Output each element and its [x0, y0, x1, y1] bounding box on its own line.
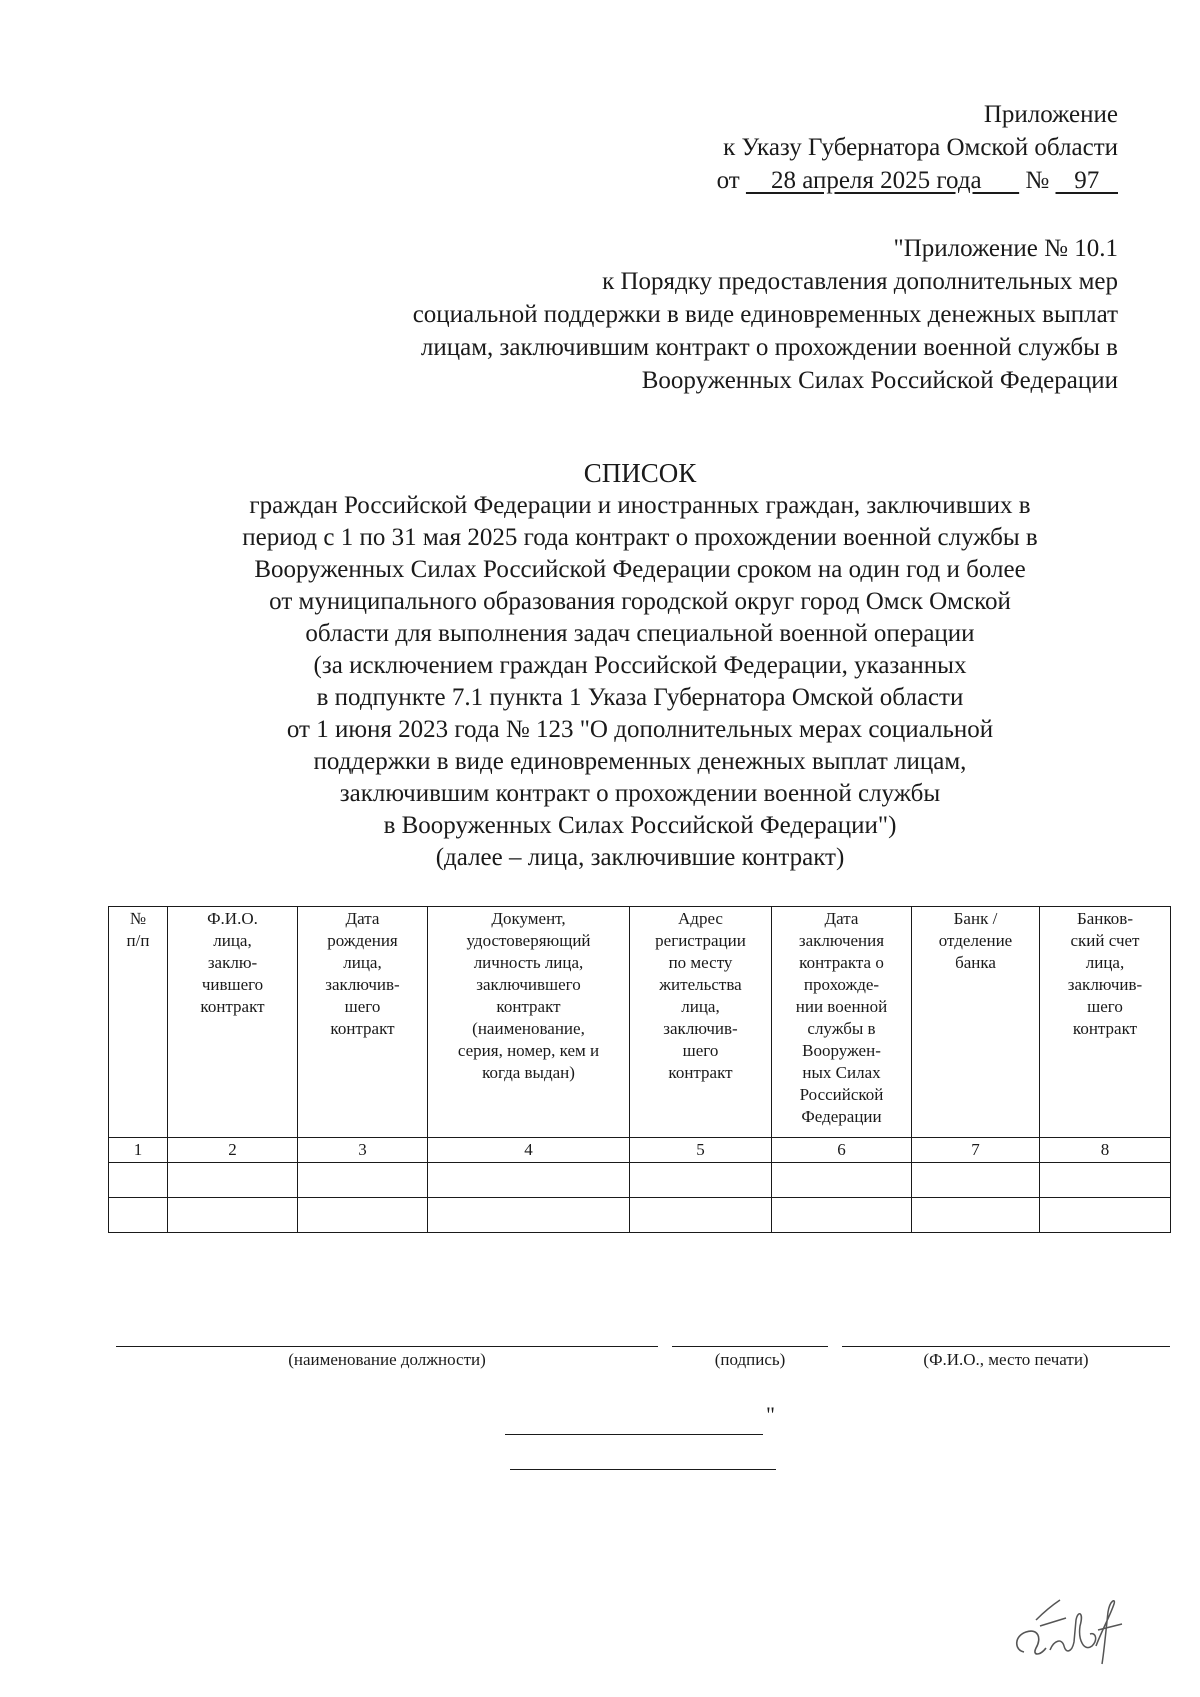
appendix-header — [717, 98, 1118, 197]
column-number: 3 — [298, 1138, 428, 1163]
table-cell — [428, 1198, 630, 1233]
column-header: № п/п — [109, 907, 168, 1138]
table-cell — [168, 1163, 298, 1198]
table-row — [109, 1163, 1171, 1198]
list-description-line: (за исключением граждан Российской Федерации, указанных — [313, 652, 967, 679]
sub-appendix-line: социальной поддержки в виде единовременных денежных выплат — [412, 301, 1118, 328]
list-description-line: от муниципального образования городской округ город Омск Омской — [269, 588, 1011, 615]
signature-label: (подпись) — [714, 1350, 786, 1369]
position-label: (наименование должности) — [288, 1350, 486, 1369]
table-cell — [772, 1163, 912, 1198]
sub-appendix-line: лицам, заключившим контракт о прохождении военной службы в — [420, 334, 1118, 361]
register-table — [108, 906, 1171, 1233]
table-cell — [630, 1163, 772, 1198]
closing-quote: " — [766, 1402, 775, 1427]
table-cell — [109, 1198, 168, 1233]
list-description-line: период с 1 по 31 мая 2025 года контракт о прохождении военной службы в — [242, 524, 1038, 551]
decree-number: 97 — [1055, 167, 1118, 194]
list-description-line: граждан Российской Федерации и иностранных граждан, заключивших в — [249, 492, 1031, 519]
list-description-line: в подпункте 7.1 пункта 1 Указа Губернатора Омской области — [316, 684, 964, 711]
sub-appendix-line: Вооруженных Силах Российской Федерации — [641, 367, 1118, 394]
column-header: Дата рождения лица, заключив- шего контракт — [298, 907, 428, 1138]
table-cell — [772, 1198, 912, 1233]
approval-line — [505, 1434, 763, 1435]
list-heading — [110, 456, 1170, 874]
date-prefix: от — [716, 167, 740, 194]
signature-line — [672, 1346, 828, 1347]
sub-appendix-title: "Приложение № 10.1 — [893, 235, 1118, 262]
column-header: Ф.И.О. лица, заклю- чившего контракт — [168, 907, 298, 1138]
table-cell — [168, 1198, 298, 1233]
list-description-line: в Вооруженных Силах Российской Федерации") — [383, 812, 897, 839]
column-header: Банков- ский счет лица, заключив- шего контракт — [1040, 907, 1171, 1138]
table-cell — [428, 1163, 630, 1198]
decree-date: 28 апреля 2025 года — [745, 167, 1020, 194]
table-row — [109, 1198, 1171, 1233]
sub-appendix-header — [258, 232, 1118, 397]
appendix-title: Приложение — [983, 101, 1118, 128]
table-cell — [1040, 1198, 1171, 1233]
table-cell — [109, 1163, 168, 1198]
column-number-row — [109, 1138, 1171, 1163]
list-description-line: Вооруженных Силах Российской Федерации сроком на один год и более — [254, 556, 1026, 583]
name-signature-line — [842, 1346, 1170, 1347]
appendix-date-line — [717, 164, 1118, 197]
table-cell — [1040, 1163, 1171, 1198]
number-prefix: № — [1025, 167, 1050, 194]
name-label: (Ф.И.О., место печати) — [923, 1350, 1089, 1369]
list-description-line: (далее – лица, заключившие контракт) — [435, 844, 845, 871]
list-title: СПИСОК — [583, 458, 697, 488]
list-description-line: от 1 июня 2023 года № 123 "О дополнительных мерах социальной — [286, 716, 994, 743]
appendix-decree: к Указу Губернатора Омской области — [723, 134, 1118, 161]
column-number: 1 — [109, 1138, 168, 1163]
approval-line — [510, 1469, 776, 1470]
list-description-line: поддержки в виде единовременных денежных выплат лицам, — [313, 748, 967, 775]
column-header: Документ, удостоверяющий личность лица, заключившего контракт (наименование, серия, номер, кем и когда выдан) — [428, 907, 630, 1138]
handwritten-signature-icon — [1010, 1590, 1140, 1670]
sub-appendix-line: к Порядку предоставления дополнительных мер — [602, 268, 1118, 295]
column-number: 7 — [912, 1138, 1040, 1163]
column-number: 2 — [168, 1138, 298, 1163]
table-cell — [630, 1198, 772, 1233]
table-cell — [298, 1163, 428, 1198]
table-cell — [298, 1198, 428, 1233]
column-number: 6 — [772, 1138, 912, 1163]
column-number: 4 — [428, 1138, 630, 1163]
table-cell — [912, 1163, 1040, 1198]
table-cell — [912, 1198, 1040, 1233]
list-description-line: заключившим контракт о прохождении военной службы — [339, 780, 941, 807]
column-header: Банк / отделение банка — [912, 907, 1040, 1138]
table-header-row — [109, 907, 1171, 1138]
column-number: 8 — [1040, 1138, 1171, 1163]
column-number: 5 — [630, 1138, 772, 1163]
position-signature-line — [116, 1346, 658, 1347]
list-description — [110, 490, 1170, 874]
column-header: Дата заключения контракта о прохожде- нии военной службы в Вооружен- ных Силах Российской Федерации — [772, 907, 912, 1138]
list-description-line: области для выполнения задач специальной военной операции — [305, 620, 975, 647]
column-header: Адрес регистрации по месту жительства лица, заключив- шего контракт — [630, 907, 772, 1138]
